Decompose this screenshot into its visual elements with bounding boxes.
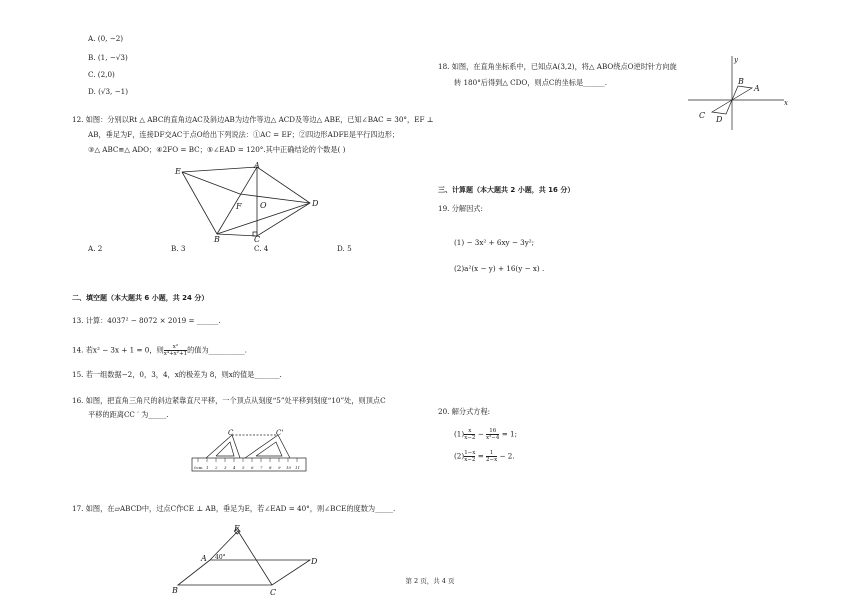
q20p1-lead: (1): [454, 429, 465, 439]
fig18-label-a: A: [754, 84, 760, 93]
ruler-tick-label: 3: [224, 465, 227, 470]
q20-part1: [454, 428, 517, 441]
q18-figure: [686, 50, 792, 134]
fig18-label-d: D: [716, 115, 723, 124]
q17: 17. 如图，在▱ABCD中，过点C作CE ⊥ AB，垂足为E，若∠EAD = 40°，则∠BCE的度数为_____.: [72, 504, 396, 513]
q20p2-frac2: [486, 450, 497, 463]
ruler-tick-label: 4: [233, 465, 236, 470]
fig17-angle: 40°: [215, 554, 226, 561]
q20p1-frac1: [464, 428, 475, 441]
fig18-label-b: B: [738, 77, 744, 86]
q14-lead: 14. 若x² − 3x + 1 = 0，则: [72, 345, 164, 355]
q13: 13. 计算：4037² − 8072 × 2019 = ______.: [72, 316, 221, 325]
q20p1-frac1-num: x: [464, 428, 475, 435]
q20-part2: [454, 450, 515, 463]
q12-option-a: A. 2: [88, 244, 103, 253]
q18-line1: 18. 如图，在直角坐标系中，已知点A(3,2)，将△ ABO绕点O逆时针方向旋: [438, 62, 677, 71]
q12-option-c: C. 4: [254, 244, 269, 253]
option-c-prev: C. (2,0): [88, 70, 115, 79]
q20p2-tail: − 2.: [497, 451, 515, 461]
q14-fraction: [164, 344, 187, 357]
fig12-label-f: F: [236, 202, 242, 211]
fig12-label-c: C: [254, 235, 261, 242]
q20p1-frac2: [486, 428, 499, 441]
option-b-prev: B. (1, −√3): [88, 53, 128, 62]
q20p2-mid: =: [475, 451, 486, 461]
q20p1-frac1-den: x−2: [464, 435, 476, 441]
q12-line2: AB，垂足为F，连接DF交AC于点O给出下列说法：①AC = EF；②四边形ADFE是平行四边形；: [88, 130, 400, 139]
ruler-tick-label: 5: [242, 465, 245, 470]
fig12-label-d: D: [312, 199, 319, 208]
q12-line1: 12. 如图：分别以Rt △ ABC的直角边AC及斜边AB为边作等边△ ACD及等边△ ABE，已知∠BAC = 30°，EF ⊥: [72, 115, 434, 124]
fig17-label-b: B: [172, 586, 178, 595]
q16-line2: 平移的距离CC ′ 为_____.: [88, 410, 169, 419]
fig17-label-c: C: [270, 588, 277, 597]
section-3-heading: 三、计算题（本大题共 2 小题，共 16 分）: [438, 186, 575, 194]
ruler-tick-label: 9: [278, 465, 281, 470]
section-2-heading: 二、填空题（本大题共 6 小题，共 24 分）: [72, 294, 209, 302]
fig18-label-y: y: [734, 56, 738, 64]
q16-figure: [190, 428, 310, 474]
q20p1-mid: −: [475, 429, 486, 439]
fig16-label-cm: 0cm: [194, 465, 203, 470]
q12-option-d: D. 5: [337, 244, 352, 253]
q20p1-frac2-den: x²−4: [486, 435, 500, 441]
option-a-prev: A. (0, −2): [88, 34, 124, 43]
q20p2-frac2-den: 2−x: [486, 457, 498, 463]
ruler-tick-label: 11: [295, 465, 301, 470]
ruler-tick-label: 2: [215, 465, 218, 470]
q20p2-frac2-num: 1: [486, 450, 497, 457]
fig18-label-c: C: [699, 111, 706, 120]
q20p1-tail: = 1;: [499, 429, 518, 439]
ruler-tick-label: 1: [206, 465, 209, 470]
option-d-prev: D. (√3, −1): [88, 87, 129, 96]
fig17-label-d: D: [311, 557, 318, 566]
fig17-label-e: E: [234, 525, 240, 533]
q20p2-frac1: [464, 450, 475, 463]
ruler-tick-label: 6: [251, 465, 254, 470]
fig12-label-b: B: [214, 235, 220, 242]
q12-line3: ③△ ABC≌△ ADO；④2FO = BC；⑤∠EAD = 120°.其中正确结论的个数是( ): [88, 145, 346, 154]
fig18-label-x: x: [784, 99, 788, 107]
q12-option-b: B. 3: [171, 244, 186, 253]
fig16-label-c-prime: C': [276, 429, 284, 437]
q18-line2: 转 180°后得到△ CDO，则点C的坐标是______.: [454, 78, 607, 87]
q20p2-frac1-den: x−2: [464, 457, 476, 463]
q14: [72, 344, 247, 357]
q16-line1: 16. 如图，把直角三角尺的斜边紧靠直尺平移，一个顶点从刻度“5”处平移到刻度“10”处，则顶点C: [72, 396, 386, 405]
fig16-label-c: C: [228, 429, 234, 437]
ruler-tick-label: 7: [260, 465, 263, 470]
page-footer: 第 2 页，共 4 页: [405, 577, 455, 585]
ruler-tick-label: 8: [269, 465, 272, 470]
ruler-tick-label: 10: [286, 465, 292, 470]
q19-part2: (2)a²(x − y) + 16(y − x) .: [454, 264, 545, 273]
q12-figure: [172, 162, 322, 242]
fig12-label-e: E: [175, 167, 181, 176]
fig17-label-a: A: [201, 554, 207, 563]
q20p2-frac1-num: 1−x: [464, 450, 476, 456]
q17-figure: [172, 525, 322, 601]
fig12-label-a: A: [254, 162, 260, 170]
q20p1-frac2-num: 16: [486, 428, 499, 435]
q20p2-lead: (2): [454, 451, 465, 461]
q19-part1: (1) − 3x² + 6xy − 3y²;: [454, 238, 535, 247]
q19-title: 19. 分解因式:: [438, 204, 483, 213]
q14-numerator: x²: [164, 344, 187, 351]
q14-tail: 的值为__________.: [187, 345, 247, 355]
q20-title: 20. 解分式方程:: [438, 407, 491, 416]
q15: 15. 若一组数据−2，0，3，4，x的极差为 8，则x的值是_______.: [72, 370, 282, 379]
q14-denominator: x⁴+x²+1: [163, 351, 188, 357]
fig12-label-o: O: [260, 201, 267, 210]
